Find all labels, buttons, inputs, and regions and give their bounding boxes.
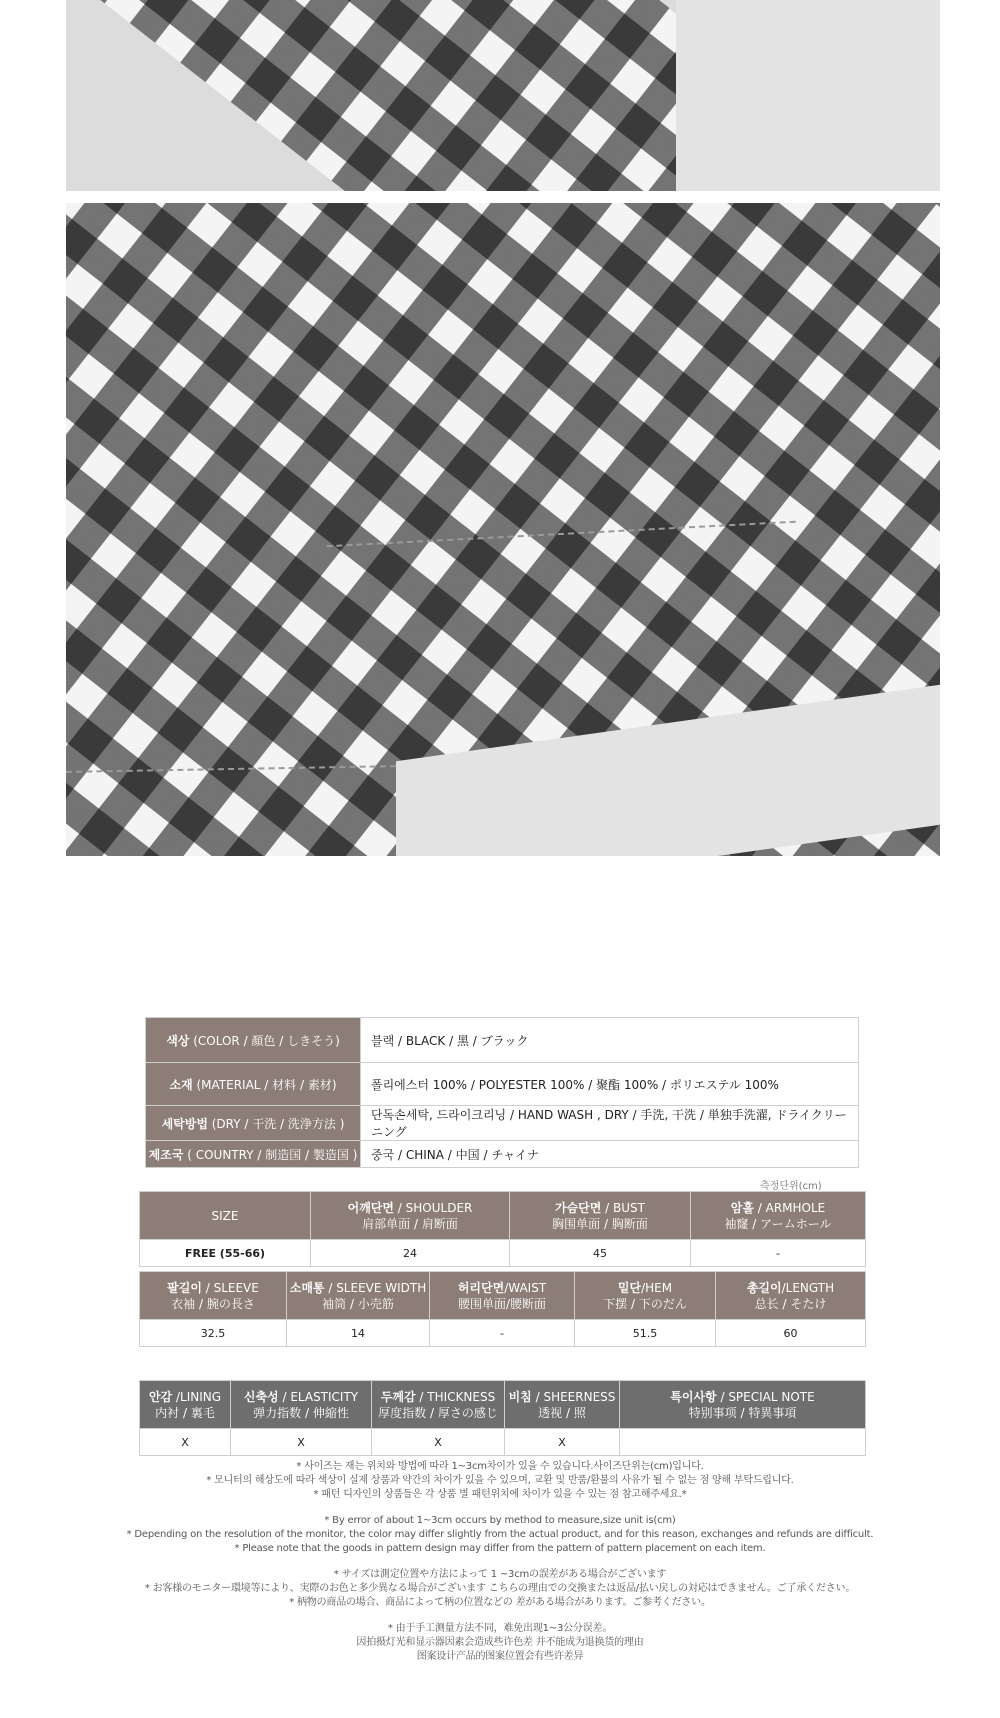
hem-value: 51.5 — [575, 1320, 716, 1347]
armhole-header: 암홀 / ARMHOLE 袖窿 / アームホール — [691, 1192, 866, 1240]
note-ja-1: * サイズは測定位置や方法によって 1 ~3cmの誤差がある場合がございます — [333, 1569, 667, 1580]
note-en-3: * Please note that the goods in pattern design may differ from the pattern of pattern placement on each item. — [234, 1543, 766, 1554]
info-row-material — [146, 1063, 859, 1106]
size-notes — [0, 1460, 1000, 1664]
background-area — [676, 0, 940, 191]
hem-header: 밑단/HEM 下摆 / 下のだん — [575, 1272, 716, 1320]
shoulder-header: 어깨단면 / SHOULDER 肩部单面 / 肩断面 — [311, 1192, 510, 1240]
elasticity-header: 신축성 / ELASTICITY 弹力指数 / 伸縮性 — [231, 1381, 372, 1429]
special-note-header: 특이사항 / SPECIAL NOTE 特别事项 / 特異事項 — [620, 1381, 866, 1429]
elasticity-value: X — [231, 1429, 372, 1456]
thickness-value: X — [372, 1429, 505, 1456]
note-zh-1: * 由于手工测量方法不同，难免出现1~3公分误差。 — [387, 1623, 613, 1634]
armhole-value: - — [691, 1240, 866, 1267]
info-row-color — [146, 1018, 859, 1063]
bust-value: 45 — [510, 1240, 691, 1267]
thickness-header: 두께감 / THICKNESS 厚度指数 / 厚さの感じ — [372, 1381, 505, 1429]
sheerness-value: X — [505, 1429, 620, 1456]
bust-header: 가슴단면 / BUST 胸围单面 / 胸断面 — [510, 1192, 691, 1240]
info-value: 중국 / CHINA / 中国 / チャイナ — [361, 1141, 859, 1168]
size-table-2 — [139, 1271, 866, 1347]
note-ko-1: * 사이즈는 재는 위치와 방법에 따라 1~3cm차이가 있을 수 있습니다.사이즈단위는(cm)입니다. — [296, 1461, 704, 1472]
note-ja-3: * 柄物の商品の場合、商品によって柄の位置などの 差がある場合があります。ご参考ください。 — [289, 1597, 711, 1608]
waist-value: - — [430, 1320, 575, 1347]
product-photo-top — [66, 0, 940, 191]
fabric-note-table — [139, 1380, 866, 1456]
lining-value: X — [140, 1429, 231, 1456]
product-info-table — [145, 1017, 859, 1168]
sleeve-width-header: 소매통 / SLEEVE WIDTH 袖筒 / 小売筋 — [287, 1272, 430, 1320]
product-photo-hem — [66, 203, 940, 856]
note-ja-2: * お客様のモニター環境等により、実際のお色と多少異なる場合がございます こちらの理由での交換または返品/払い戻しの対応はできません。ご了承ください。 — [144, 1583, 856, 1594]
measurement-unit: 측정단위(cm) — [760, 1181, 822, 1192]
shoulder-value: 24 — [311, 1240, 510, 1267]
info-label: 소재 (MATERIAL / 材料 / 素材) — [146, 1063, 361, 1106]
note-zh-3: 图案设计产品的图案位置会有些许差异 — [416, 1651, 584, 1662]
special-note-value — [620, 1429, 866, 1456]
sleeve-value: 32.5 — [140, 1320, 287, 1347]
info-value: 폴리에스터 100% / POLYESTER 100% / 聚酯 100% / ポリエステル 100% — [361, 1063, 859, 1106]
info-label: 색상 (COLOR / 顏色 / しきそう) — [146, 1018, 361, 1063]
length-header: 총길이/LENGTH 总长 / そたけ — [716, 1272, 866, 1320]
sleeve-header: 팔길이 / SLEEVE 衣袖 / 腕の長さ — [140, 1272, 287, 1320]
sheerness-header: 비침 / SHEERNESS 透视 / 照 — [505, 1381, 620, 1429]
info-value: 블랙 / BLACK / 黑 / ブラック — [361, 1018, 859, 1063]
size-table-1 — [139, 1191, 866, 1267]
sleeve-width-value: 14 — [287, 1320, 430, 1347]
info-label: 제조국 ( COUNTRY / 制造国 / 製造国 ) — [146, 1141, 361, 1168]
note-ko-2: * 모니터의 해상도에 따라 색상이 실제 상품과 약간의 차이가 있을 수 있으며, 교환 및 반품/환불의 사유가 될 수 없는 점 양해 부탁드립니다. — [206, 1475, 794, 1486]
size-header: SIZE — [140, 1192, 311, 1240]
lining-header: 안감 /LINING 内衬 / 裏毛 — [140, 1381, 231, 1429]
waist-header: 허리단면/WAIST 腰围单面/腰断面 — [430, 1272, 575, 1320]
length-value: 60 — [716, 1320, 866, 1347]
info-label: 세탁방법 (DRY / 干洗 / 洗浄方法 ) — [146, 1106, 361, 1141]
size-value: FREE (55-66) — [140, 1240, 311, 1267]
note-en-1: * By error of about 1~3cm occurs by method to measure,size unit is(cm) — [324, 1515, 676, 1526]
note-zh-2: 因拍摄灯光和显示器因素会造成些许色差 并不能成为退换货的理由 — [356, 1637, 644, 1648]
note-ko-3: * 패턴 디자인의 상품들은 각 상품 별 패턴위치에 차이가 있을 수 있는 점 참고해주세요.* — [313, 1489, 687, 1500]
info-row-country — [146, 1141, 859, 1168]
info-value: 단독손세탁, 드라이크리닝 / HAND WASH , DRY / 手洗, 干洗 / 単独手洗濯, ドライクリーニング — [361, 1106, 859, 1141]
note-en-2: * Depending on the resolution of the monitor, the color may differ slightly from the actual product, and for this reason, exchanges and refunds are difficult. — [126, 1529, 874, 1540]
info-row-washing — [146, 1106, 859, 1141]
